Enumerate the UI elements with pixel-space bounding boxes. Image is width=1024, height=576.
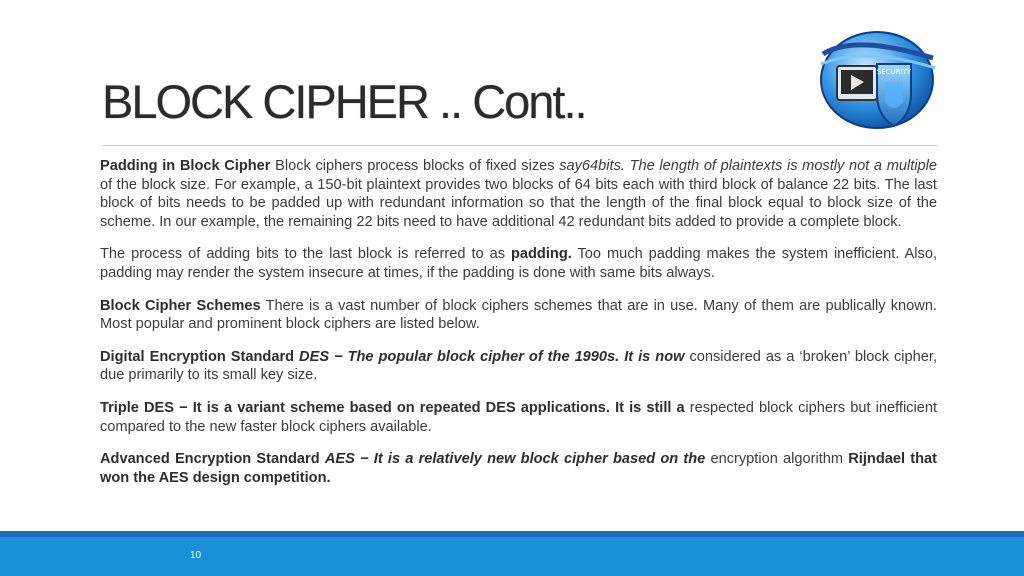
paragraph-bold-italic: DES − The popular block cipher of the 1990s. It is now	[299, 348, 685, 365]
paragraph-lead: Triple DES − It is a variant scheme based on repeated DES applications. It is still a	[100, 399, 685, 416]
paragraph-padding-process	[100, 245, 937, 282]
paragraph-bold-italic: AES − It is a relatively new block cipher based on the	[324, 451, 706, 468]
paragraph-schemes	[100, 297, 937, 334]
paragraph-text: There is a vast number of block ciphers schemes that are in use. Many of them are publically known. Most popular and prominent block ciphers are listed below.	[100, 297, 937, 333]
paragraph-text: The process of adding bits to the last block is referred to as	[100, 246, 511, 263]
paragraph-triple-des	[100, 399, 937, 436]
paragraph-italic: say64bits. The length of plaintexts is mostly not a multiple	[559, 158, 938, 174]
paragraph-lead: Padding in Block Cipher	[100, 158, 271, 174]
paragraph-bold: padding.	[510, 246, 572, 263]
paragraph-lead: Digital Encryption Standard	[100, 348, 300, 365]
paragraph-padding	[100, 157, 937, 231]
footer-bar	[0, 537, 1024, 576]
paragraph-text: of the block size. For example, a 150-bit plaintext provides two blocks of 64 bits each with third block of balance 22 bits. The last block of bits needs to be padded up with redundant information so that the length of the final block equal to block size of the scheme. In our example, the remaining 22 bits need to have additional 42 redundant bits added to provide a complete block.	[100, 176, 937, 230]
page-number: 10	[190, 550, 202, 561]
paragraph-text: encryption algorithm	[705, 451, 849, 468]
paragraph-text: Too much padding makes the system inefficient. Also, padding may render the system insecure at times, if the padding is done with same bits always.	[100, 246, 937, 281]
paragraph-text: respected block ciphers but inefficient compared to the new faster block ciphers available.	[100, 399, 938, 435]
paragraph-lead: Advanced Encryption Standard	[100, 451, 325, 468]
paragraph-des	[100, 348, 937, 385]
paragraph-aes	[100, 450, 937, 487]
paragraph-bold: Rijndael that won the AES design competition.	[100, 451, 937, 486]
paragraph-text: considered as a ‘broken’ block cipher, due primarily to its small key size.	[100, 348, 937, 384]
paragraph-lead: Block Cipher Schemes	[100, 297, 261, 314]
security-shield-logo-icon	[815, 24, 937, 132]
paragraph-text: Block ciphers process blocks of fixed sizes	[270, 158, 560, 174]
slide-body	[100, 157, 937, 501]
logo-label: SECURITY	[876, 68, 912, 76]
slide-title: BLOCK CIPHER .. Cont..	[102, 75, 586, 128]
title-divider	[102, 145, 937, 146]
